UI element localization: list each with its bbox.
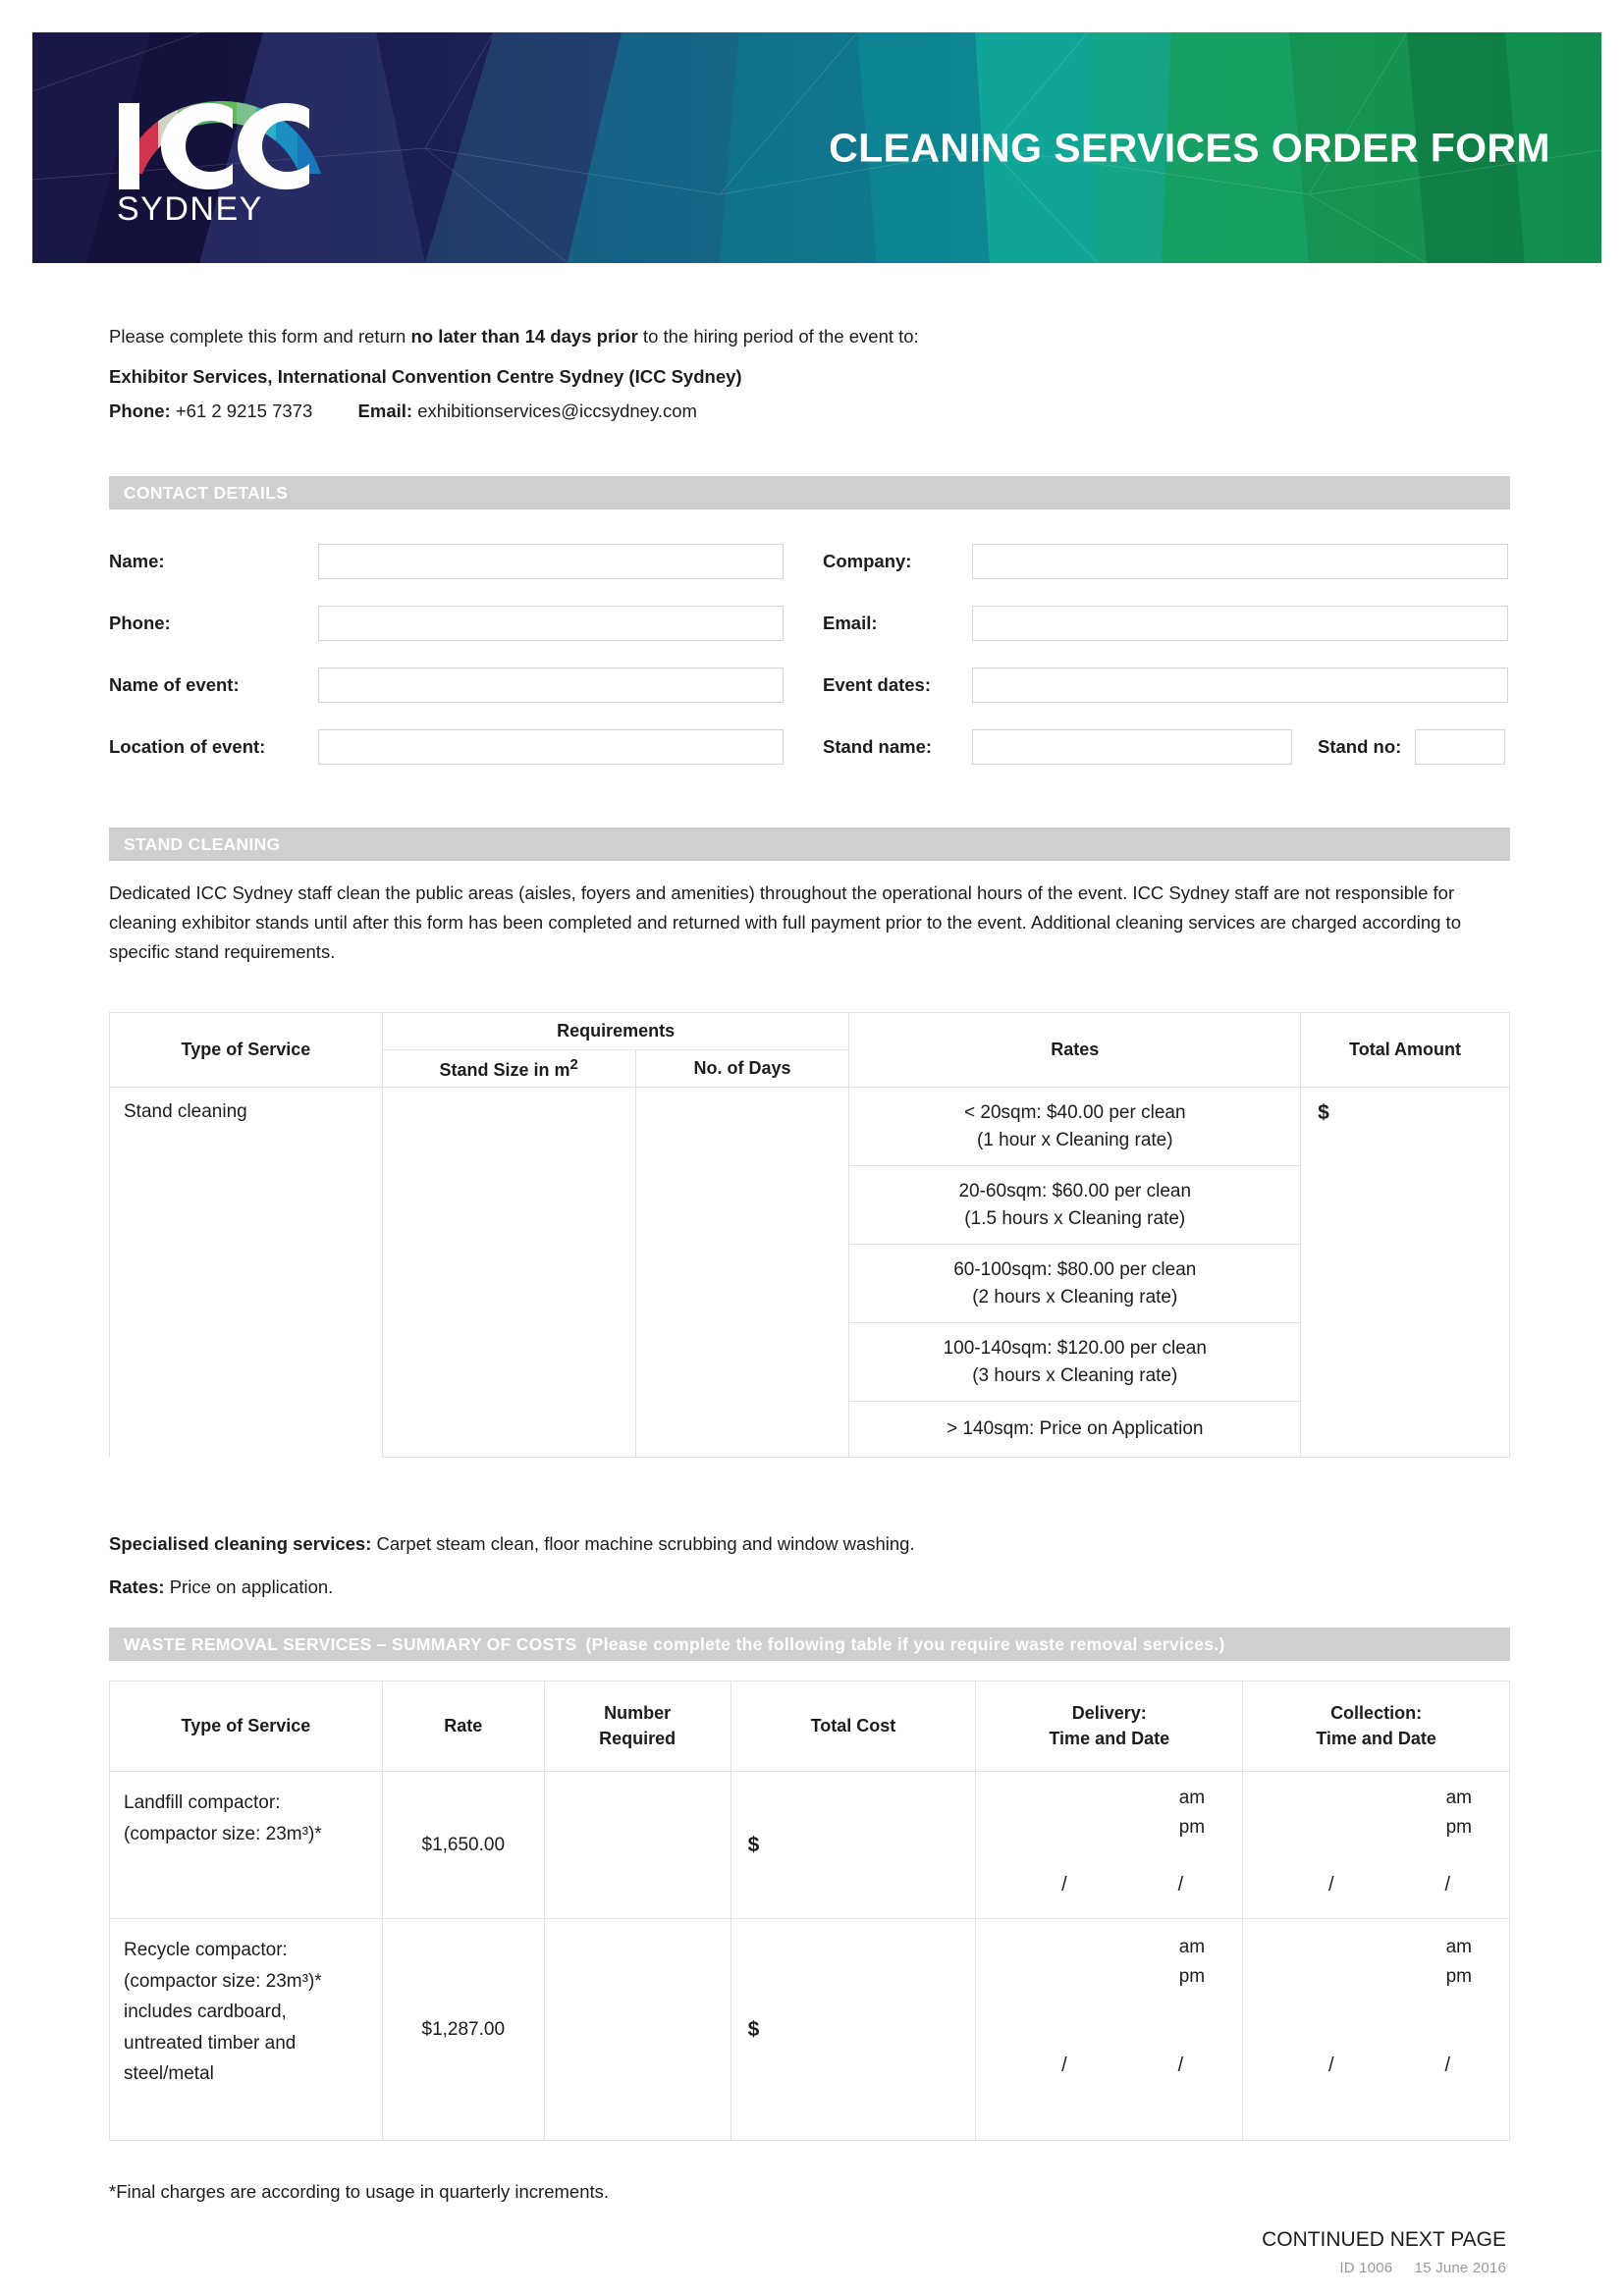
recycle-delivery-am: am [1178, 1937, 1206, 1957]
table-header-row-1 [110, 1013, 1510, 1050]
specialised-services-line [109, 1529, 1513, 1559]
field-group-location-of-event [109, 729, 823, 765]
recycle-delivery-pm: pm [1178, 1966, 1206, 1988]
input-email[interactable] [972, 606, 1508, 641]
collection-line-1: Collection: [1330, 1703, 1423, 1724]
rate-3-line-1: 60-100sqm: $80.00 per clean [953, 1259, 1197, 1281]
label-location-of-event: Location of event: [109, 735, 266, 757]
landfill-delivery-slash-2: / [1177, 1874, 1184, 1896]
icc-sydney-logo-mark [107, 80, 333, 225]
continued-next-page: CONTINUED NEXT PAGE [1262, 2228, 1506, 2251]
collection-line-2: Time and Date [1316, 1728, 1436, 1748]
phone-label: Phone: [109, 400, 171, 421]
recycle-cost-prefix: $ [747, 2017, 760, 2041]
label-company: Company: [823, 550, 912, 571]
field-group-name-of-event [109, 667, 823, 703]
number-required-line-1: Number [604, 1703, 672, 1724]
document-id-line [1322, 2260, 1506, 2276]
landfill-cost-prefix: $ [747, 1833, 760, 1856]
landfill-collection-am: am [1445, 1788, 1472, 1808]
input-no-of-days[interactable] [635, 1088, 849, 1458]
input-event-dates[interactable] [972, 667, 1508, 703]
stand-cleaning-table [109, 1012, 1510, 1458]
landfill-delivery-am: am [1178, 1788, 1206, 1808]
input-stand-name[interactable] [972, 729, 1292, 765]
field-group-stand [823, 729, 1510, 765]
label-email: Email: [823, 612, 878, 633]
section-bar-waste-removal-subtitle: (Please complete the following table if you require waste removal services.) [585, 1633, 1225, 1654]
recycle-collection-slash-1: / [1328, 2055, 1334, 2076]
cell-service-name: Stand cleaning [110, 1088, 383, 1458]
input-recycle-total-cost[interactable] [731, 1919, 976, 2141]
recycle-collection-am: am [1445, 1937, 1472, 1957]
table-row [110, 1919, 1510, 2141]
cell-landfill-rate: $1,650.00 [382, 1772, 544, 1919]
col-header-stand-size-text: Stand Size in m [439, 1060, 570, 1080]
input-stand-size[interactable] [382, 1088, 635, 1458]
recycle-collection-slash-2: / [1444, 2055, 1450, 2076]
col-header-type-of-service: Type of Service [110, 1013, 383, 1088]
org-name: Exhibitor Services, International Convention Centre Sydney (ICC Sydney) [109, 365, 742, 387]
rate-1-line-2: (1 hour x Cleaning rate) [976, 1129, 1173, 1150]
document-id: ID 1006 [1339, 2260, 1393, 2276]
page-title: CLEANING SERVICES ORDER FORM [829, 125, 1550, 170]
cell-rate-4 [849, 1323, 1301, 1402]
landfill-collection-date-slashes [1328, 1874, 1450, 1896]
rate-2-line-2: (1.5 hours x Cleaning rate) [964, 1207, 1186, 1229]
email-value: exhibitionservices@iccsydney.com [417, 400, 697, 421]
rate-2-line-1: 20-60sqm: $60.00 per clean [958, 1181, 1192, 1202]
field-group-email [823, 606, 1510, 641]
specialised-label: Specialised cleaning services: [109, 1533, 372, 1554]
stand-cleaning-paragraph: Dedicated ICC Sydney staff clean the public areas (aisles, foyers and amenities) throughout the operational hours of the event. ICC Sydney staff are not responsible for cleaning exhibitor stands until after this form has been completed and returned with full payment prior to the event. Additional cleaning services are charged according to specific stand requirements. [109, 882, 1461, 962]
table-row [110, 1772, 1510, 1919]
form-row-phone [109, 602, 1510, 644]
section-bar-stand-cleaning [109, 828, 1510, 861]
landfill-delivery-date-slashes [1061, 1874, 1183, 1896]
recycle-delivery-ampm [1179, 1933, 1205, 1993]
recycle-delivery-date-slashes [1061, 2055, 1183, 2077]
label-name: Name: [109, 550, 165, 571]
landfill-collection-ampm [1446, 1784, 1472, 1843]
rate-5-line-1: > 140sqm: Price on Application [947, 1418, 1204, 1440]
delivery-line-1: Delivery: [1071, 1703, 1147, 1724]
phone-value: +61 2 9215 7373 [175, 400, 313, 421]
rate-4-line-1: 100-140sqm: $120.00 per clean [943, 1338, 1207, 1360]
input-landfill-total-cost[interactable] [731, 1772, 976, 1919]
icc-sydney-logo [107, 80, 333, 225]
form-row-event-name [109, 664, 1510, 706]
section-bar-waste-removal [109, 1628, 1510, 1661]
svg-text:SYDNEY: SYDNEY [117, 190, 263, 225]
col-header-rates: Rates [849, 1013, 1301, 1088]
input-name[interactable] [318, 544, 784, 579]
landfill-delivery-ampm [1179, 1784, 1205, 1843]
col-header-stand-size [382, 1050, 635, 1088]
input-total-amount[interactable] [1301, 1088, 1510, 1458]
intro-text-c: to the hiring period of the event to: [637, 326, 919, 347]
label-event-dates: Event dates: [823, 673, 932, 695]
input-landfill-delivery-time[interactable] [976, 1772, 1243, 1919]
cell-landfill-description: Landfill compactor: (compactor size: 23m³)* [110, 1772, 383, 1919]
field-group-company [823, 544, 1510, 579]
cell-recycle-description: Recycle compactor: (compactor size: 23m³)* includes cardboard, untreated timber and steel/metal [110, 1919, 383, 2141]
recycle-collection-pm: pm [1445, 1966, 1472, 1988]
landfill-delivery-pm: pm [1178, 1817, 1206, 1839]
recycle-collection-ampm [1446, 1933, 1472, 1993]
cell-rate-2 [849, 1166, 1301, 1245]
input-phone[interactable] [318, 606, 784, 641]
col-header-total-cost: Total Cost [731, 1682, 976, 1772]
section-bar-stand-cleaning-label: STAND CLEANING [124, 833, 281, 854]
rate-1-line-1: < 20sqm: $40.00 per clean [964, 1102, 1186, 1123]
intro-line-1 [109, 322, 1503, 351]
input-stand-no[interactable] [1415, 729, 1505, 765]
field-group-name [109, 544, 823, 579]
col-header-number-required [544, 1682, 731, 1772]
label-name-of-event: Name of event: [109, 673, 240, 695]
intro-block [109, 322, 1503, 431]
label-phone: Phone: [109, 612, 171, 633]
header-banner [32, 32, 1601, 263]
landfill-collection-pm: pm [1445, 1817, 1472, 1839]
input-recycle-collection-time[interactable] [1243, 1919, 1510, 2141]
rate-3-line-2: (2 hours x Cleaning rate) [972, 1286, 1178, 1308]
rate-4-line-2: (3 hours x Cleaning rate) [972, 1364, 1178, 1386]
section-bar-contact-details [109, 476, 1510, 509]
col-header-requirements: Requirements [382, 1013, 849, 1050]
field-group-phone [109, 606, 823, 641]
waste-removal-table [109, 1681, 1510, 2141]
col-header-waste-type-of-service: Type of Service [110, 1682, 383, 1772]
section-bar-contact-details-label: CONTACT DETAILS [124, 482, 289, 503]
form-row-name [109, 540, 1510, 582]
delivery-line-2: Time and Date [1049, 1728, 1170, 1748]
label-stand-no: Stand no: [1318, 735, 1402, 757]
col-header-collection [1243, 1682, 1510, 1772]
input-location-of-event[interactable] [318, 729, 784, 765]
cell-rate-5 [849, 1402, 1301, 1458]
input-recycle-delivery-time[interactable] [976, 1919, 1243, 2141]
form-row-location [109, 725, 1510, 768]
input-name-of-event[interactable] [318, 667, 784, 703]
label-stand-name: Stand name: [823, 735, 933, 757]
cell-rate-3 [849, 1245, 1301, 1323]
landfill-collection-slash-2: / [1444, 1874, 1450, 1896]
footnote-text: *Final charges are according to usage in quarterly increments. [109, 2181, 610, 2202]
waste-table-header-row [110, 1682, 1510, 1772]
input-company[interactable] [972, 544, 1508, 579]
table-row-rate-1 [110, 1088, 1510, 1166]
section-bar-waste-removal-label: WASTE REMOVAL SERVICES – SUMMARY OF COSTS [124, 1633, 577, 1654]
col-header-stand-size-sup: 2 [569, 1056, 578, 1073]
col-header-waste-rate: Rate [382, 1682, 544, 1772]
specialised-rates-label: Rates: [109, 1576, 165, 1597]
input-recycle-number-required[interactable] [544, 1919, 731, 2141]
number-required-line-2: Required [599, 1728, 677, 1748]
specialised-rates-text: Price on application. [164, 1576, 334, 1597]
input-landfill-collection-time[interactable] [1243, 1772, 1510, 1919]
intro-text-a: Please complete this form and return [109, 326, 411, 347]
col-header-delivery [976, 1682, 1243, 1772]
recycle-delivery-slash-2: / [1177, 2055, 1184, 2076]
col-header-no-of-days: No. of Days [635, 1050, 849, 1088]
landfill-delivery-slash-1: / [1061, 1874, 1067, 1896]
cell-recycle-rate: $1,287.00 [382, 1919, 544, 2141]
email-label: Email: [357, 400, 413, 421]
intro-text-bold: no later than 14 days prior [410, 326, 638, 347]
total-amount-prefix: $ [1318, 1101, 1329, 1124]
cell-rate-1 [849, 1088, 1301, 1166]
recycle-collection-date-slashes [1328, 2055, 1450, 2077]
col-header-total-amount: Total Amount [1301, 1013, 1510, 1088]
recycle-delivery-slash-1: / [1061, 2055, 1067, 2076]
specialised-text: Carpet steam clean, floor machine scrubbing and window washing. [371, 1533, 915, 1554]
input-landfill-number-required[interactable] [544, 1772, 731, 1919]
field-group-event-dates [823, 667, 1510, 703]
document-date: 15 June 2016 [1414, 2260, 1506, 2276]
contact-details-form [109, 540, 1510, 787]
landfill-collection-slash-1: / [1328, 1874, 1334, 1896]
specialised-rates-line [109, 1573, 1513, 1602]
